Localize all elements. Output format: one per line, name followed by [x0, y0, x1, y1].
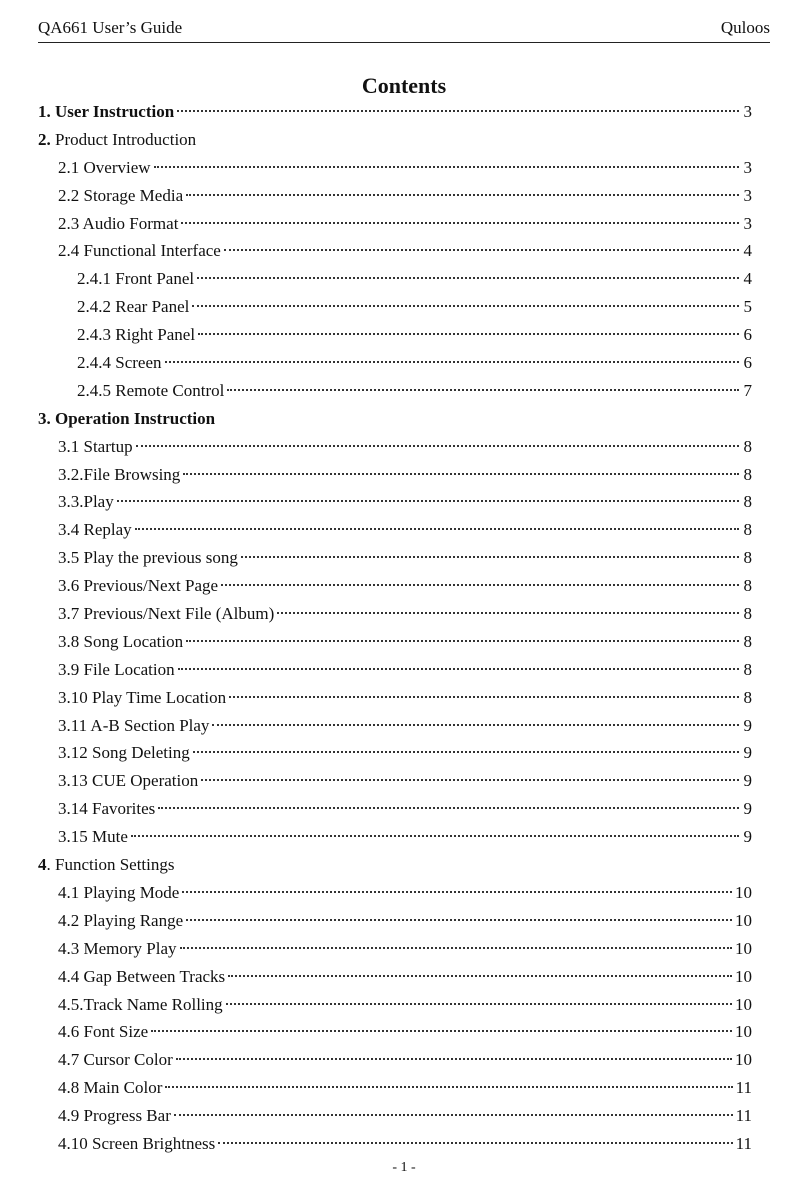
- toc-entry-text: 2.4.1 Front Panel: [77, 269, 195, 289]
- toc-entry-label: [58, 963, 225, 991]
- toc-entry-text: 2.4.3 Right Panel: [77, 325, 196, 345]
- toc-page-number: 6: [743, 353, 752, 373]
- toc-entry[interactable]: [38, 433, 752, 461]
- toc-entry-number: 1.: [38, 102, 51, 121]
- toc-entry-text: Product Introduction: [50, 129, 197, 149]
- toc-entry-number: 2.: [38, 129, 51, 149]
- toc-page-number: 8: [743, 631, 752, 651]
- toc-entry-label: [58, 823, 128, 851]
- toc-entry[interactable]: [38, 516, 752, 544]
- toc-page-number: 11: [735, 1078, 752, 1098]
- toc-entry-label: [58, 433, 133, 461]
- header-brand: Quloos: [720, 18, 770, 37]
- dot-leader: [177, 110, 739, 112]
- toc-page-number: 11: [735, 1106, 752, 1126]
- toc-page-number: 10: [735, 1050, 752, 1070]
- dot-leader: [131, 835, 739, 837]
- toc-entry-label: [58, 516, 132, 544]
- toc-entry-label: [58, 991, 223, 1019]
- toc-entry-text: 4.1 Playing Mode: [58, 882, 180, 902]
- toc-entry-label: [58, 544, 238, 572]
- dot-leader: [182, 891, 732, 893]
- toc-entry-label: [77, 349, 162, 377]
- dot-leader: [227, 389, 739, 391]
- dot-leader: [117, 500, 739, 502]
- toc-entry-label: [58, 210, 178, 238]
- toc-entry-text: 4.10 Screen Brightness: [58, 1133, 216, 1153]
- toc-entry-label: [58, 879, 179, 907]
- dot-leader: [221, 584, 739, 586]
- dot-leader: [181, 222, 739, 224]
- toc-entry[interactable]: [38, 126, 752, 154]
- dot-leader: [229, 696, 739, 698]
- toc-entry[interactable]: [38, 461, 752, 489]
- dot-leader: [186, 919, 732, 921]
- toc-entry-text: 3.8 Song Location: [58, 631, 184, 651]
- toc-entry[interactable]: [38, 544, 752, 572]
- toc-page-number: 3: [743, 185, 752, 205]
- dot-leader: [183, 473, 739, 475]
- toc-entry-text: 4.2 Playing Range: [58, 910, 184, 930]
- toc-page-number: 9: [743, 827, 752, 847]
- toc-entry-label: [58, 1074, 162, 1102]
- toc-entry[interactable]: [38, 154, 752, 182]
- toc-entry[interactable]: [38, 823, 752, 851]
- toc-entry-label: [58, 461, 180, 489]
- toc-entry[interactable]: [38, 795, 752, 823]
- toc-entry-text: 2.2 Storage Media: [58, 185, 184, 205]
- toc-entry[interactable]: [38, 265, 752, 293]
- toc-entry-label: [58, 767, 198, 795]
- toc-entry-label: [58, 712, 209, 740]
- toc-entry-label: [58, 600, 274, 628]
- toc-page-number: 9: [743, 715, 752, 735]
- toc-entry-label: [77, 293, 189, 321]
- toc-entry[interactable]: [38, 182, 752, 210]
- toc-entry[interactable]: [38, 293, 752, 321]
- toc-entry-text: 3.4 Replay: [58, 520, 132, 540]
- toc-entry-label: [38, 126, 196, 154]
- toc-entry-text: 2.4 Functional Interface: [58, 241, 221, 261]
- dot-leader: [178, 668, 739, 670]
- toc-entry[interactable]: [38, 935, 752, 963]
- dot-leader: [241, 556, 739, 558]
- toc-entry-label: [58, 1102, 171, 1130]
- toc-page-number: 8: [743, 520, 752, 540]
- toc-entry[interactable]: [38, 405, 752, 433]
- toc-entry-label: [77, 265, 194, 293]
- toc-page-number: 9: [743, 743, 752, 763]
- toc-entry[interactable]: [38, 377, 752, 405]
- dot-leader: [158, 807, 739, 809]
- toc-page-number: 10: [735, 938, 752, 958]
- dot-leader: [180, 947, 732, 949]
- dot-leader: [136, 445, 739, 447]
- toc-entry-text: 3.10 Play Time Location: [58, 687, 227, 707]
- toc-entry-label: [58, 739, 190, 767]
- toc-entry-text: 4.4 Gap Between Tracks: [58, 966, 226, 986]
- toc-entry-label: [58, 237, 221, 265]
- toc-entry-text: . Function Settings: [46, 855, 175, 875]
- toc-entry-text: 2.4.5 Remote Control: [77, 380, 225, 400]
- toc-entry-text: 2.1 Overview: [58, 157, 151, 177]
- toc-entry[interactable]: [38, 210, 752, 238]
- toc-entry-text: 3.9 File Location: [58, 659, 175, 679]
- toc-entry-text: 4.3 Memory Play: [58, 938, 177, 958]
- toc-entry[interactable]: [38, 1130, 752, 1158]
- toc-entry[interactable]: [38, 991, 752, 1019]
- toc-entry[interactable]: [38, 851, 752, 879]
- toc-page-number: 10: [735, 994, 752, 1014]
- toc-page-number: 10: [735, 882, 752, 902]
- dot-leader: [218, 1142, 732, 1144]
- toc-page-number: 7: [743, 380, 752, 400]
- toc-entry[interactable]: [38, 767, 752, 795]
- toc-entry-text: 3.12 Song Deleting: [58, 743, 190, 763]
- toc-page-number: 10: [735, 966, 752, 986]
- toc-entry-label: [58, 907, 183, 935]
- toc-entry[interactable]: [38, 488, 752, 516]
- toc-entry-label: [58, 1018, 148, 1046]
- toc-entry-text: 3.1 Startup: [58, 436, 133, 456]
- dot-leader: [192, 305, 739, 307]
- toc-entry-text: 4.9 Progress Bar: [58, 1106, 171, 1126]
- toc-page-number: 8: [743, 659, 752, 679]
- toc-entry-label: [38, 851, 174, 879]
- toc-page-number: 8: [743, 604, 752, 624]
- toc-entry-label: [58, 1130, 215, 1158]
- toc-entry[interactable]: [38, 572, 752, 600]
- toc-entry[interactable]: [38, 1018, 752, 1046]
- dot-leader: [154, 166, 739, 168]
- toc-page-number: 10: [735, 910, 752, 930]
- toc-page-number: 8: [743, 436, 752, 456]
- toc-page-number: 9: [743, 771, 752, 791]
- toc-entry-label: [58, 628, 183, 656]
- toc-entry[interactable]: [38, 628, 752, 656]
- toc-entry-text: 4.6 Font Size: [58, 1022, 149, 1042]
- toc-entry[interactable]: [38, 349, 752, 377]
- toc-page-number: 3: [743, 157, 752, 177]
- toc-page-number: 4: [743, 241, 752, 261]
- dot-leader: [212, 724, 739, 726]
- toc-entry-label: [58, 488, 114, 516]
- toc-entry[interactable]: [38, 1046, 752, 1074]
- toc-entry-text: 3.7 Previous/Next File (Album): [58, 604, 275, 624]
- toc-entry[interactable]: [38, 739, 752, 767]
- toc-entry-text: 3.3.Play: [58, 492, 114, 512]
- toc-entry[interactable]: [38, 237, 752, 265]
- toc-entry[interactable]: [38, 907, 752, 935]
- toc-entry[interactable]: [38, 1074, 752, 1102]
- toc-entry-text: 4.7 Cursor Color: [58, 1050, 173, 1070]
- toc-page-number: 8: [743, 576, 752, 596]
- toc-entry-text: User Instruction: [50, 102, 175, 121]
- toc-entry-label: [77, 377, 224, 405]
- toc-entry[interactable]: [38, 98, 752, 126]
- dot-leader: [198, 333, 739, 335]
- toc-entry-label: [58, 182, 183, 210]
- toc-page-number: 6: [743, 325, 752, 345]
- toc-entry[interactable]: [38, 600, 752, 628]
- toc-entry-text: 3.14 Favorites: [58, 799, 156, 819]
- dot-leader: [201, 779, 739, 781]
- toc-page-number: 5: [743, 297, 752, 317]
- table-of-contents: [38, 98, 752, 1158]
- dot-leader: [176, 1058, 732, 1060]
- toc-entry-label: [58, 656, 175, 684]
- toc-entry-text: 3.2.File Browsing: [58, 464, 181, 484]
- toc-entry-text: 2.4.2 Rear Panel: [77, 297, 190, 317]
- toc-entry[interactable]: [38, 321, 752, 349]
- toc-entry[interactable]: [38, 656, 752, 684]
- toc-entry-text: 3.6 Previous/Next Page: [58, 576, 219, 596]
- toc-page-number: 8: [743, 492, 752, 512]
- dot-leader: [197, 277, 739, 279]
- toc-entry-label: [58, 935, 177, 963]
- dot-leader: [174, 1114, 733, 1116]
- toc-page-number: 8: [743, 464, 752, 484]
- toc-entry-text: 3.5 Play the previous song: [58, 548, 238, 568]
- toc-page-number: 3: [743, 102, 752, 121]
- dot-leader: [151, 1030, 732, 1032]
- toc-entry-text: Operation Instruction: [50, 408, 216, 428]
- toc-entry-text: 2.3 Audio Format: [58, 213, 179, 233]
- toc-entry-label: [58, 1046, 173, 1074]
- page-header: [38, 16, 770, 43]
- dot-leader: [165, 361, 739, 363]
- toc-page-number: 9: [743, 799, 752, 819]
- toc-entry[interactable]: [38, 1102, 752, 1130]
- toc-entry-number: 3.: [38, 408, 51, 428]
- toc-entry[interactable]: [38, 963, 752, 991]
- dot-leader: [228, 975, 732, 977]
- toc-entry-label: [38, 405, 215, 433]
- toc-entry[interactable]: [38, 712, 752, 740]
- page-title: Contents: [361, 73, 447, 98]
- toc-entry-label: [58, 795, 155, 823]
- toc-page-number: 11: [735, 1133, 752, 1153]
- toc-page-number: 8: [743, 548, 752, 568]
- toc-page-number: 8: [743, 687, 752, 707]
- toc-entry-text: 3.13 CUE Operation: [58, 771, 199, 791]
- toc-entry[interactable]: [38, 684, 752, 712]
- toc-entry-label: [58, 154, 151, 182]
- toc-page-number: 3: [743, 213, 752, 233]
- toc-entry-text: 2.4.4 Screen: [77, 353, 162, 373]
- toc-entry-text: 4.5.Track Name Rolling: [58, 994, 223, 1014]
- toc-entry-text: 3.15 Mute: [58, 827, 128, 847]
- dot-leader: [277, 612, 739, 614]
- dot-leader: [186, 194, 739, 196]
- page-number: - 1 -: [392, 1160, 416, 1175]
- toc-entry[interactable]: [38, 879, 752, 907]
- dot-leader: [186, 640, 739, 642]
- header-doc-title: QA661 User’s Guide: [38, 18, 183, 37]
- toc-entry-text: 3.11 A-B Section Play: [58, 715, 210, 735]
- dot-leader: [165, 1086, 732, 1088]
- toc-entry-label: [38, 98, 174, 126]
- toc-entry-label: [58, 572, 218, 600]
- toc-entry-text: 4.8 Main Color: [58, 1078, 163, 1098]
- toc-page-number: 10: [735, 1022, 752, 1042]
- dot-leader: [226, 1003, 732, 1005]
- toc-entry-label: [58, 684, 226, 712]
- toc-entry-label: [77, 321, 195, 349]
- toc-entry-number: 4: [38, 855, 47, 875]
- dot-leader: [224, 249, 739, 251]
- toc-page-number: 4: [743, 269, 752, 289]
- dot-leader: [135, 528, 739, 530]
- dot-leader: [193, 751, 739, 753]
